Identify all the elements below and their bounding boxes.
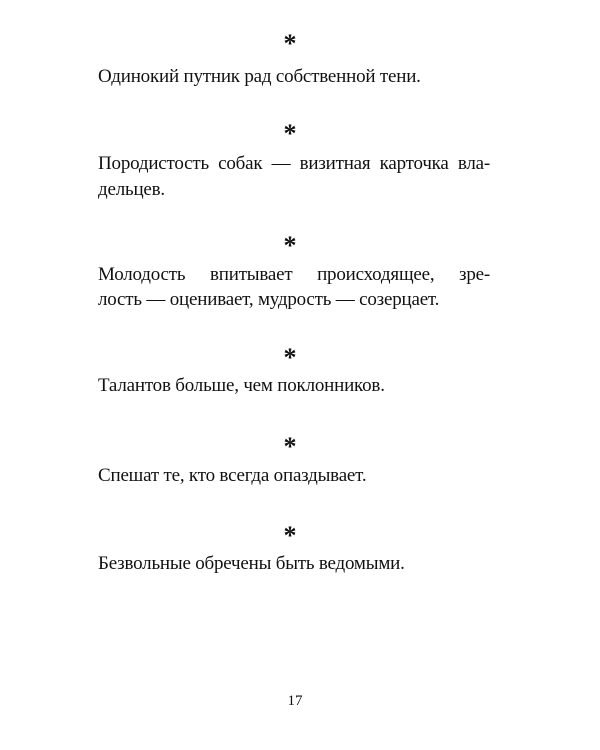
star-separator: * <box>283 119 297 148</box>
star-separator: * <box>283 521 297 550</box>
aphorism-4-line-1: Талантов больше, чем поклонников. <box>98 375 385 396</box>
aphorism-3-line-2: лость — оценивает, мудрость — созерцает. <box>98 289 440 310</box>
page-number: 17 <box>287 693 303 709</box>
aphorism-2-line-2: дельцев. <box>98 179 165 200</box>
star-separator: * <box>283 29 297 58</box>
aphorism-6-line-1: Безвольные обречены быть ведомыми. <box>98 553 405 574</box>
star-separator: * <box>283 231 297 260</box>
star-separator: * <box>283 432 297 461</box>
aphorism-2-line-1: Породистость собак — визитная карточка вла- <box>98 153 490 174</box>
star-separator: * <box>283 343 297 372</box>
aphorism-1-line-1: Одинокий путник рад собственной тени. <box>98 66 421 87</box>
aphorism-3-line-1: Молодость впитывает происходящее, зре- <box>98 264 490 285</box>
aphorism-5-line-1: Спешат те, кто всегда опаздывает. <box>98 465 367 486</box>
